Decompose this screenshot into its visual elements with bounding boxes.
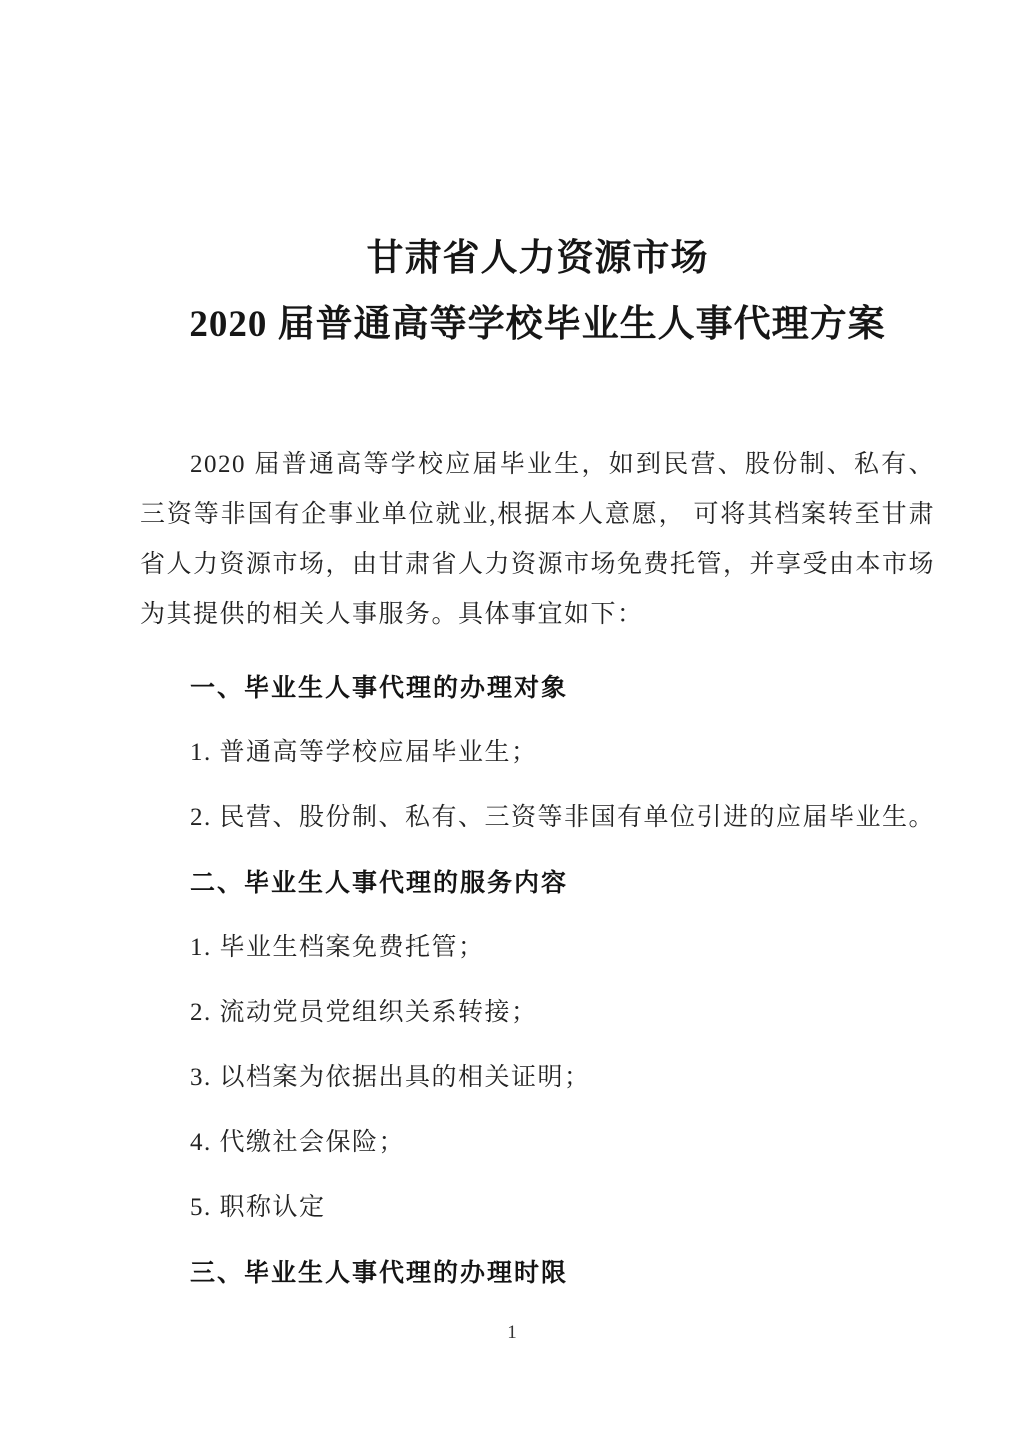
document-title-line2: 2020 届普通高等学校毕业生人事代理方案 [189, 304, 886, 345]
list-item: 1. 毕业生档案免费托管； [190, 934, 485, 961]
list-item: 5. 职称认定 [190, 1194, 326, 1221]
list-item: 2. 民营、股份制、私有、三资等非国有单位引进的应届毕业生。 [190, 804, 936, 831]
page-number: 1 [507, 1322, 517, 1343]
section-heading-2: 二、毕业生人事代理的服务内容 [190, 869, 569, 897]
section-heading-1: 一、毕业生人事代理的办理对象 [190, 674, 569, 702]
document-title-line1: 甘肃省人力资源市场 [366, 238, 709, 279]
list-item: 3. 以档案为依据出具的相关证明； [190, 1064, 591, 1091]
intro-paragraph: 2020 届普通高等学校应届毕业生，如到民营、股份制、私有、三资等非国有企事业单位就业,根据本人意愿， 可将其档案转至甘肃省人力资源市场，由甘肃省人力资源市场免费托管，并享受由本市场为其提供的相关人事服务。具体事宜如下： [140, 451, 936, 628]
list-item: 4. 代缴社会保险； [190, 1129, 406, 1156]
section-heading-3: 三、毕业生人事代理的办理时限 [190, 1259, 569, 1287]
list-item: 1. 普通高等学校应届毕业生； [190, 739, 538, 766]
list-item: 2. 流动党员党组织关系转接； [190, 999, 538, 1026]
